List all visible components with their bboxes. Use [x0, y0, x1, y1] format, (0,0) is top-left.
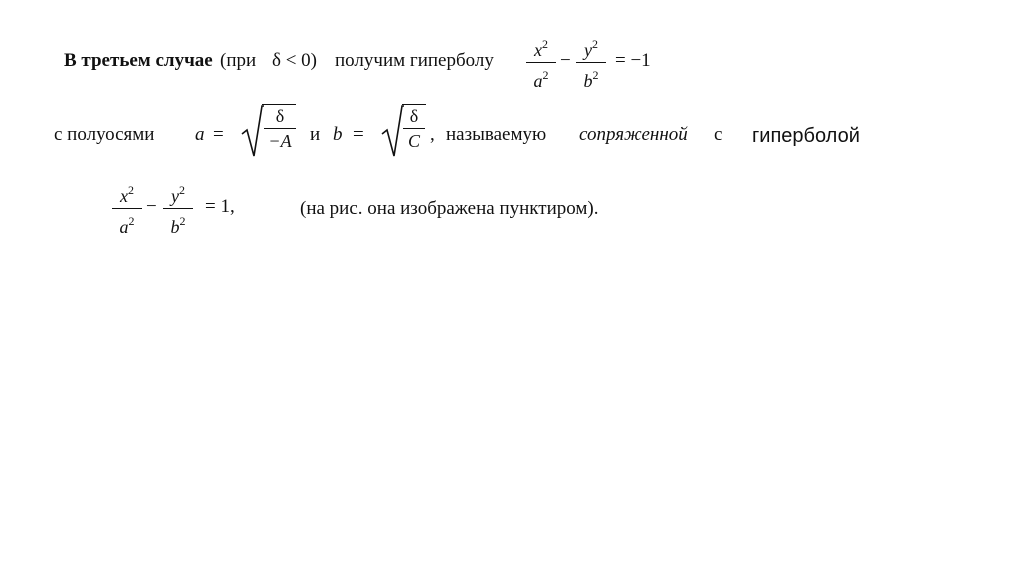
- equals-sign-b: =: [353, 124, 364, 145]
- sqrt-overbar-a: [262, 104, 296, 105]
- fraction-x2-a2-second: $x^2$ $a^2$: [112, 180, 142, 237]
- condition-open-text: (при: [220, 50, 257, 71]
- fraction-x2-a2: $x^2$ $a^2$: [526, 34, 556, 91]
- sqrt-symbol-a: [240, 104, 264, 160]
- var-b: b: [333, 124, 343, 145]
- hyperbola-text: получим гиперболу: [335, 50, 494, 71]
- comma: ,: [430, 124, 435, 145]
- equals-sign-a: =: [213, 124, 224, 145]
- minus-sign: −: [560, 50, 571, 71]
- fraction-y2-b2-second: $y^2$ $b^2$: [163, 180, 193, 237]
- fraction-delta-c: δ C: [403, 106, 425, 151]
- semi-axes-text: с полуосями: [54, 124, 155, 145]
- with-word: с: [714, 124, 723, 145]
- and-word: и: [310, 124, 321, 145]
- lead-bold-text: В третьем случае: [64, 50, 213, 71]
- hyperbola-word: гиперболой: [752, 125, 860, 147]
- minus-sign-second: −: [146, 196, 157, 217]
- condition-expression: δ < 0): [272, 50, 317, 71]
- equation-rhs: = −1: [615, 50, 651, 71]
- named-text: называемую: [446, 124, 547, 145]
- var-a: a: [195, 124, 205, 145]
- fraction-delta-minus-a: δ −A: [264, 106, 296, 151]
- conjugate-italic-word: сопряженной: [579, 124, 688, 145]
- figure-note: (на рис. она изображена пунктиром).: [300, 198, 599, 219]
- sqrt-overbar-b: [402, 104, 426, 105]
- sqrt-symbol-b: [380, 104, 404, 160]
- equation-rhs-second: = 1,: [205, 196, 235, 217]
- fraction-y2-b2: $y^2$ $b^2$: [576, 34, 606, 91]
